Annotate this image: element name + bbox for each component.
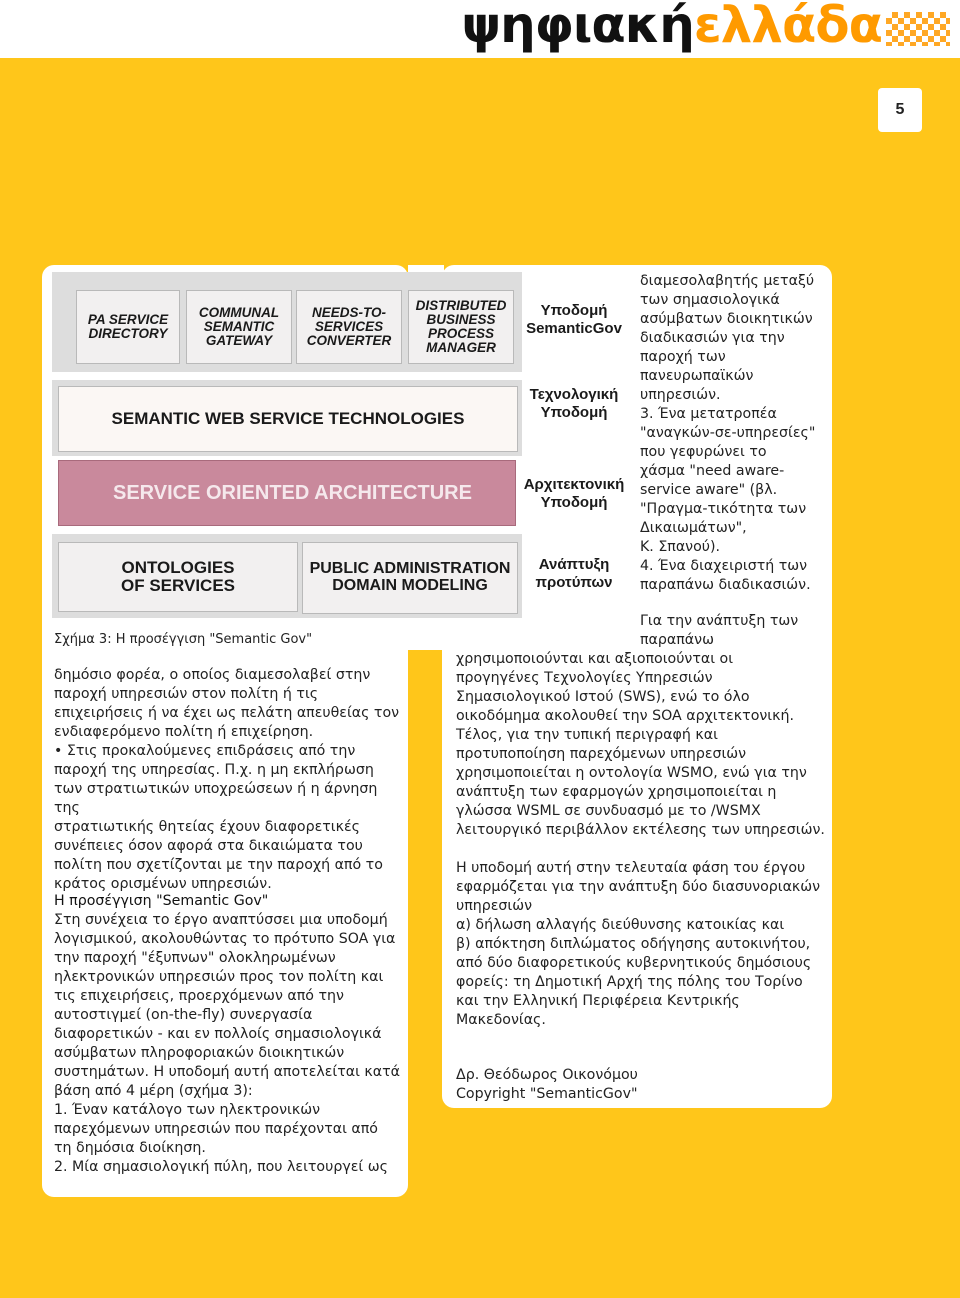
needs-to-services-converter-box: NEEDS-TO- SERVICES CONVERTER bbox=[296, 290, 402, 364]
communal-semantic-gateway-box: COMMUNAL SEMANTIC GATEWAY bbox=[186, 290, 292, 364]
layer-label-architecture: Αρχιτεκτονική Υποδομή bbox=[523, 476, 625, 511]
layer-label-standards: Ανάπτυξη προτύπων bbox=[535, 556, 613, 591]
section-heading: Η προσέγγιση "Semantic Gov" bbox=[54, 893, 269, 909]
checker-pattern-decoration bbox=[886, 12, 950, 46]
logo-word-ellada: ελλάδα bbox=[693, 0, 882, 54]
right-paragraph-3: Η υποδομή αυτή στην τελευταία φάση του έργου εφαρμόζεται για την ανάπτυξη δύο διασυνοριακών υπηρεσιών α) δήλωση αλλαγής διεύθυνσης κατοικίας και β) απόκτηση διπλώματος οδήγησης αυτοκινήτου, από δύο διαφορετικούς κυβερνητικούς δημόσιους φορείς: τη Δημοτική Αρχή της πόλης του Τορίνο και την Ελληνική Περιφέρεια Κεντρικής Μακεδονίας. bbox=[456, 860, 821, 1028]
left-paragraph-2: Στη συνέχεια το έργο αναπτύσσει μια υποδομή λογισμικού, ακολουθώντας το πρότυπο SOA για την παροχή "έξυπνων" ολοκληρωμένων ηλεκτρονικών υπηρεσιών προς τον πολίτη και τις επιχειρήσεις, προερχόμενων από την αυτοστιγμεί (on-the-fly) συνεργασία διαφορετικών - και εν πολλοίς σημασιολογικά ασύμβατων πληροφοριακών διοικητικών συστημάτων. Η υποδομή αυτή αποτελείται κατά βάση από 4 μέρη (σχήμα 3): 1. Έναν κατάλογο των ηλεκτρονικών παρεχόμενων υπηρεσιών που παρέχονται από τη δημόσια διοίκηση. 2. Μία σημασιολογική πύλη, που λειτουργεί ως bbox=[54, 912, 401, 1175]
layer-label-semanticgov: Υποδομή SemanticGov bbox=[526, 302, 622, 337]
public-administration-domain-modeling-box: PUBLIC ADMINISTRATION DOMAIN MODELING bbox=[302, 542, 518, 614]
page-header bbox=[0, 0, 960, 58]
ontologies-of-services-box: ONTOLOGIES OF SERVICES bbox=[58, 542, 298, 612]
figure-caption: Σχήμα 3: Η προσέγγιση "Semantic Gov" bbox=[54, 632, 313, 647]
magazine-logo bbox=[461, 0, 882, 54]
semantic-web-service-technologies-box: SEMANTIC WEB SERVICE TECHNOLOGIES bbox=[58, 386, 518, 452]
right-paragraph-2-body: χρησιμοποιούνται και αξιοποιούνται οι προγηγένες Τεχνολογίες Υπηρεσιών Σημασιολογικού Ιστού (SWS), ενώ το όλο οικοδόμημα ακολουθεί την SOA αρχιτεκτονική. Τέλος, για την τυπική περιγραφή και προτυποποίηση παρεχόμενων υπηρεσιών χρησιμοποιείται η οντολογία WSMO, ενώ για την ανάπτυξη των εφαρμογών χρησιμοποιείται η γλώσσα WSML σε συνδυασμό με το /WSMX λειτουργικό περιβάλλον εκτέλεσης των υπηρεσιών. bbox=[456, 651, 825, 838]
semanticgov-architecture-figure bbox=[52, 272, 630, 618]
right-paragraph-2-head: Για την ανάπτυξη των παραπάνω bbox=[640, 613, 799, 648]
service-oriented-architecture-box: SERVICE ORIENTED ARCHITECTURE bbox=[58, 460, 516, 526]
layer-label-technology: Τεχνολογική Υποδομή bbox=[529, 386, 619, 421]
left-paragraph-1: δημόσιο φορέα, ο οποίος διαμεσολαβεί στην παροχή υπηρεσιών στον πολίτη ή τις επιχειρήσεις ή να έχει ως πελάτη απευθείας τον ενδιαφερόμενο πολίτη ή επιχείρηση. • Στις προκαλούμενες επιδράσεις από την παροχή της υπηρεσίας. Π.χ. η μη εκπλήρωση των στρατιωτικών υποχρεώσεων ή η άρνηση της στρατιωτικής θητείας έχουν διαφορετικές συνέπειες όσον αφορά στα δικαιώματα του πολίτη που σχετίζονται με την παροχή από το κράτος ορισμένων υπηρεσιών. bbox=[54, 667, 400, 892]
pa-service-directory-box: PA SERVICE DIRECTORY bbox=[76, 290, 180, 364]
author-signature: Δρ. Θεόδωρος Οικονόμου Copyright "SemanticGov" bbox=[456, 1067, 638, 1102]
page-number: 5 bbox=[878, 88, 922, 132]
distributed-bpm-box: DISTRIBUTED BUSINESS PROCESS MANAGER bbox=[408, 290, 514, 364]
right-paragraph-top: διαμεσολαβητής μεταξύ των σημασιολογικά ασύμβατων διοικητικών διαδικασιών για την παροχή των πανευρωπαϊκών υπηρεσιών. 3. Ένα μετατροπέα "αναγκών-σε-υπηρεσίες" που γεφυρώνει το χάσμα "need aware- service aware" (βλ. "Πραγμα-τικότητα των Δικαιωμάτων", Κ. Σπανού). 4. Ένα διαχειριστή των παραπάνω διαδικασιών. bbox=[640, 273, 816, 593]
logo-word-psifiaki: ψηφιακή bbox=[461, 0, 694, 54]
